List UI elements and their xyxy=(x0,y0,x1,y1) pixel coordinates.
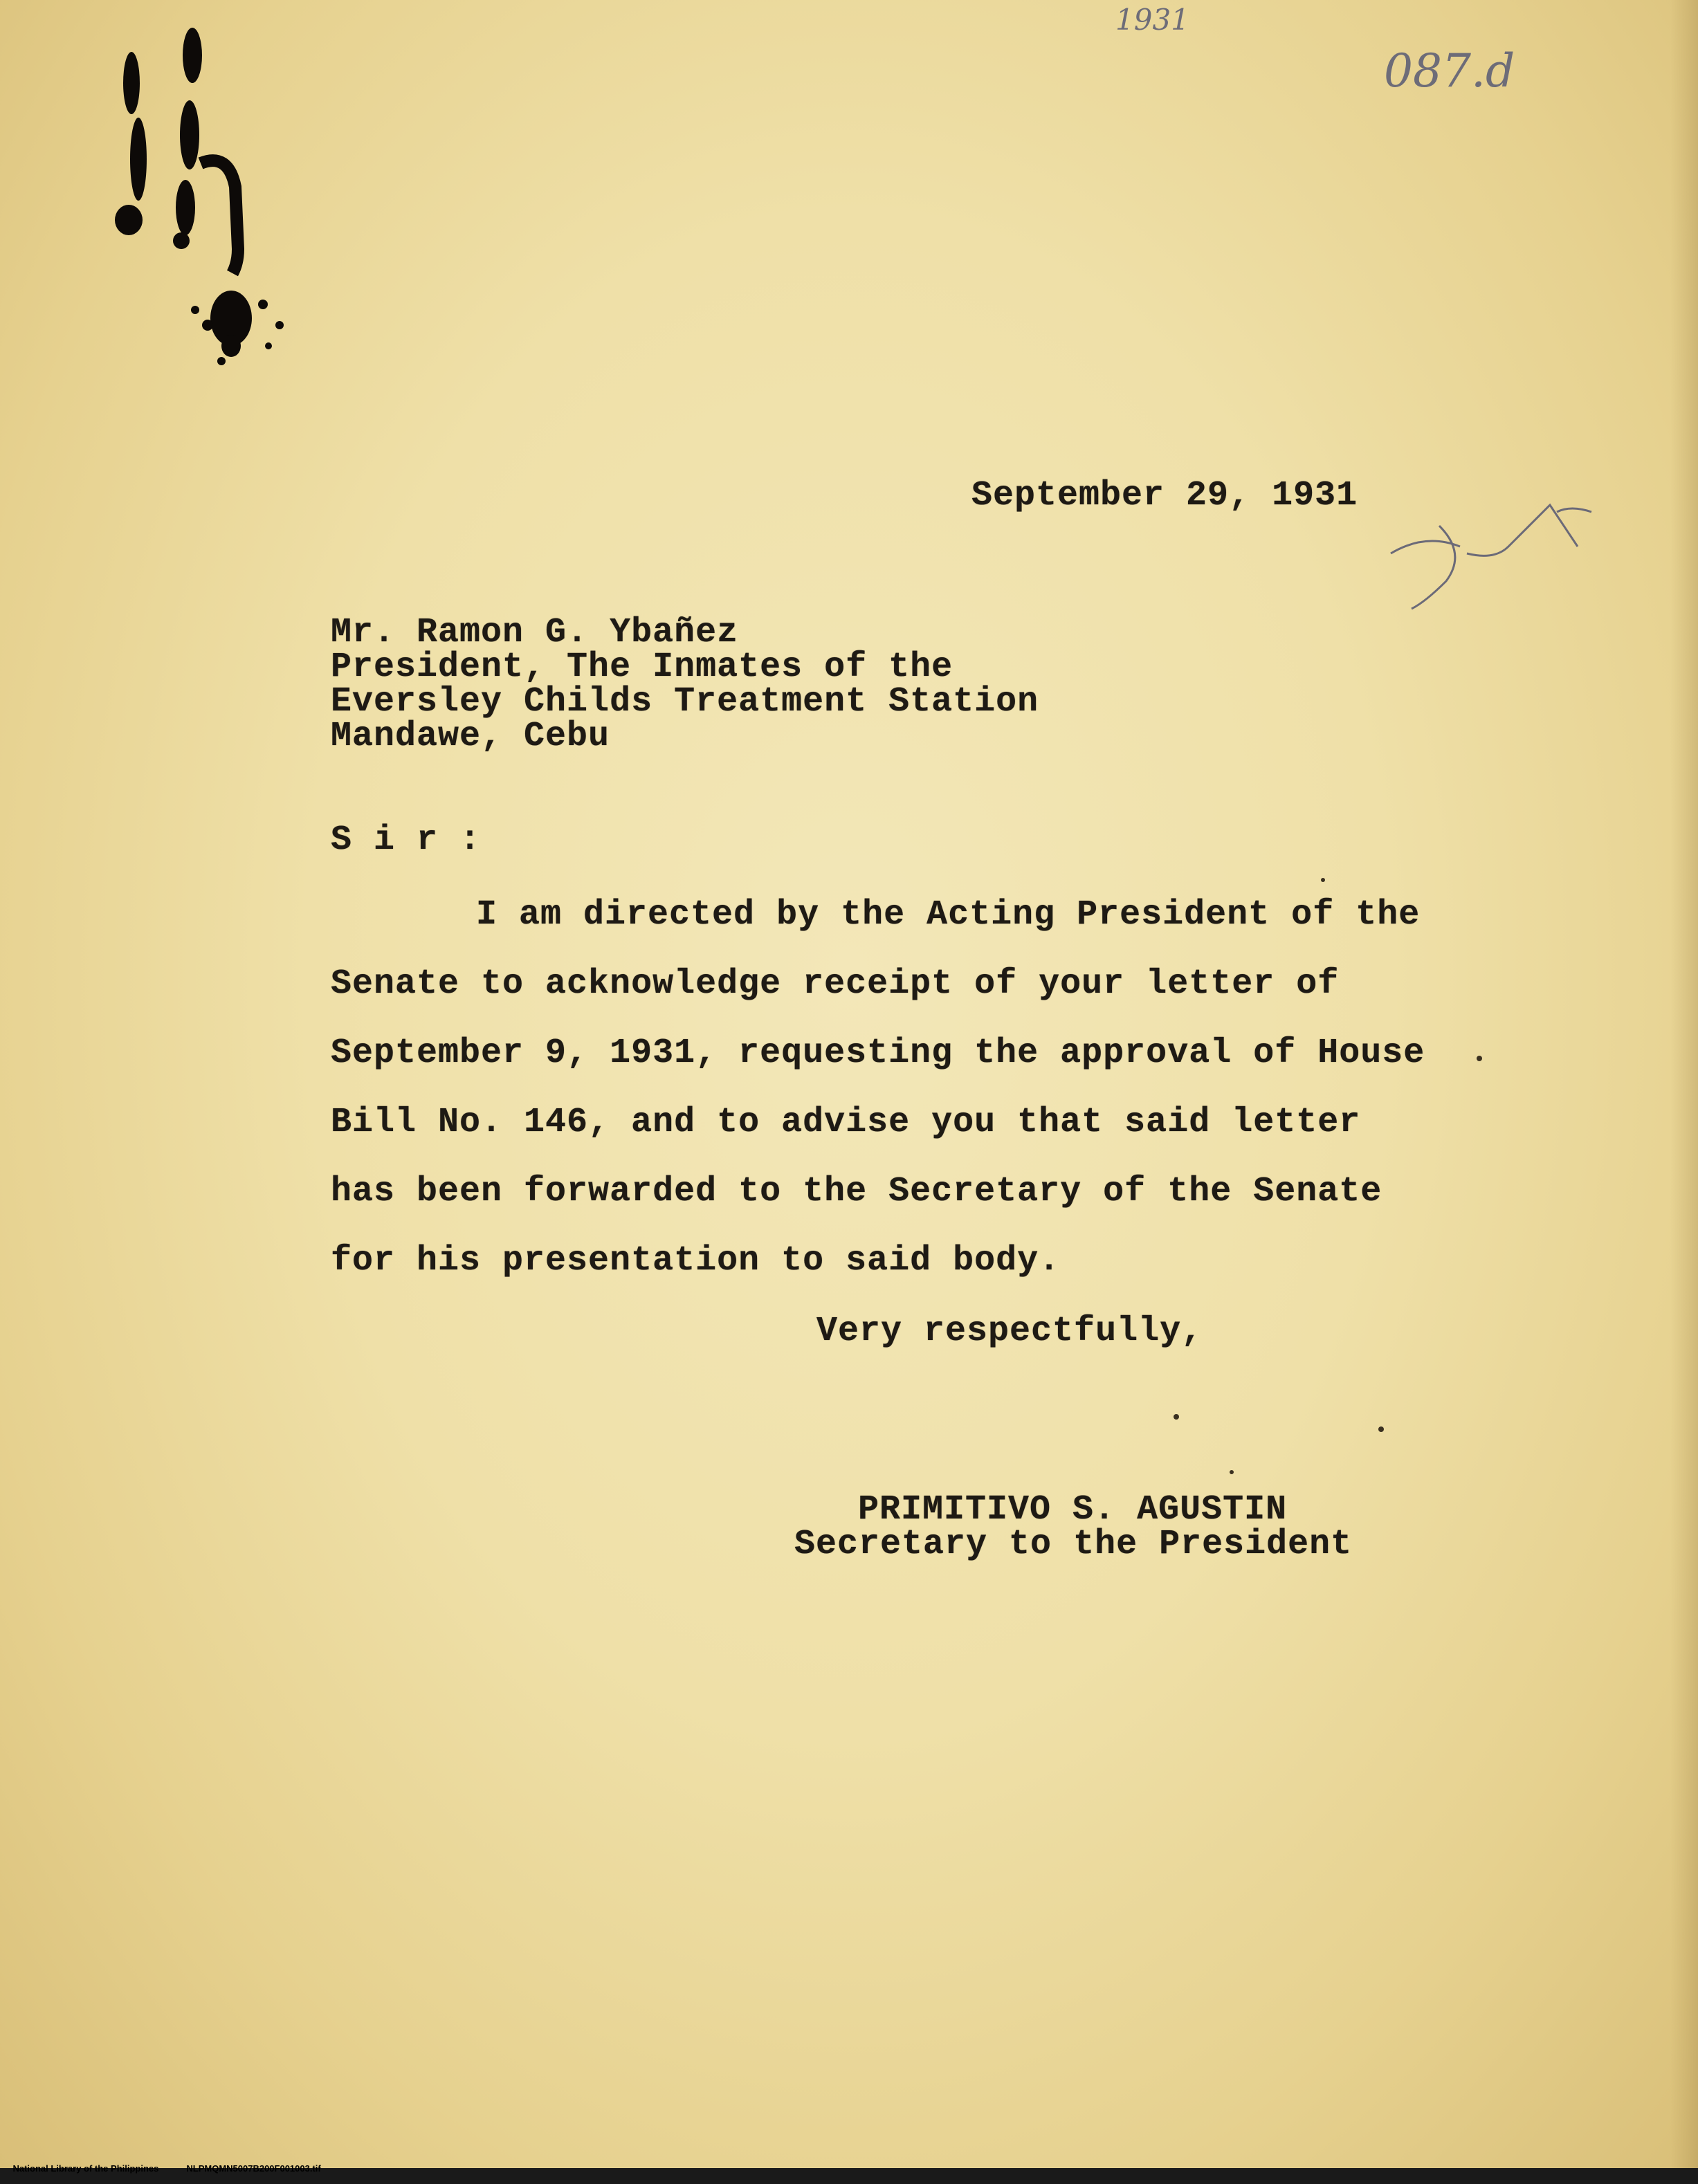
body-line: has been forwarded to the Secretary of the Senate xyxy=(331,1172,1382,1211)
recipient-title: President, The Inmates of the xyxy=(331,648,953,687)
handwritten-file-code: 087.d xyxy=(1384,44,1515,98)
footer-filename: NLPMQMN5007B200F001003.tif xyxy=(186,2163,321,2174)
signatory-name: PRIMITIVO S. AGUSTIN xyxy=(858,1490,1288,1530)
body-line: for his presentation to said body. xyxy=(331,1241,1061,1281)
recipient-address: Mandawe, Cebu xyxy=(331,717,610,756)
signatory-title: Secretary to the President xyxy=(794,1525,1353,1564)
handwritten-year-note: 1931 xyxy=(1115,3,1189,37)
body-line: September 9, 1931, requesting the approval of House xyxy=(331,1034,1425,1073)
handwritten-scribble xyxy=(1391,505,1591,609)
recipient-organization: Eversley Childs Treatment Station xyxy=(331,682,1039,722)
recipient-name: Mr. Ramon G. Ybañez xyxy=(331,613,739,652)
footer-library: National Library of the Philippines xyxy=(12,2163,159,2174)
archive-footer xyxy=(3,2153,321,2184)
letter-date: September 29, 1931 xyxy=(971,476,1358,515)
body-line: Bill No. 146, and to advise you that said letter xyxy=(331,1103,1361,1142)
body-line: Senate to acknowledge receipt of your letter of xyxy=(331,964,1340,1004)
body-line: I am directed by the Acting President of the xyxy=(476,895,1421,935)
closing: Very respectfully, xyxy=(816,1312,1203,1351)
salutation: S i r : xyxy=(331,820,482,860)
